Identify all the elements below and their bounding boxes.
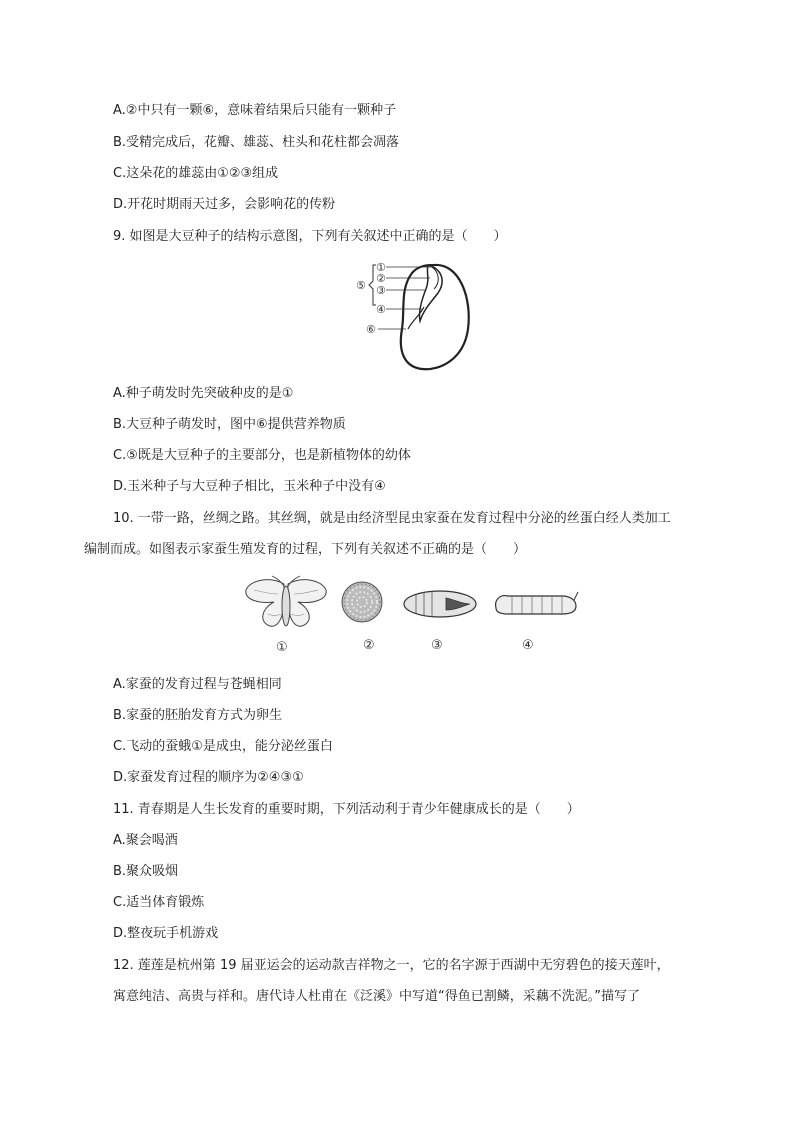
q9-option-d: D.玉米种子与大豆种子相比，玉米种子中没有④: [113, 479, 386, 494]
q8-option-c: C.这朵花的雄蕊由①②③组成: [113, 166, 279, 181]
q11-option-d: D.整夜玩手机游戏: [113, 926, 219, 941]
pupa-image: [404, 591, 476, 617]
seed-label-2: ②: [376, 272, 386, 285]
q10-stem-line1: 10. 一带一路，丝绸之路。其丝绸，就是由经济型昆虫家蚕在发育过程中分泌的丝蛋白经人类加工: [113, 511, 671, 526]
q11-stem: 11. 青春期是人生长发育的重要时期，下列活动利于青少年健康成长的是（ ）: [113, 802, 580, 817]
q12-stem-line2: 寓意纯洁、高贵与祥和。唐代诗人杜甫在《泛溪》中写道“得鱼已割鳞，采藕不洗泥。”描写了: [113, 989, 640, 1004]
stage-label-1: ①: [276, 640, 288, 655]
q10-option-c: C.飞动的蚕蛾①是成虫，能分泌丝蛋白: [113, 739, 333, 754]
q9-stem: 9. 如图是大豆种子的结构示意图，下列有关叙述中正确的是（ ）: [113, 229, 507, 244]
stage-label-3: ③: [431, 638, 443, 653]
q10-option-a: A.家蚕的发育过程与苍蝇相同: [113, 677, 282, 692]
seed-label-3: ③: [376, 284, 386, 297]
seed-label-6: ⑥: [366, 323, 376, 336]
eggs-image: [342, 582, 382, 622]
q10-option-b: B.家蚕的胚胎发育方式为卵生: [113, 708, 283, 723]
q9-option-b: B.大豆种子萌发时，图中⑥提供营养物质: [113, 417, 346, 432]
larva-image: [496, 592, 578, 614]
q11-option-a: A.聚会喝酒: [113, 833, 178, 848]
q10-option-d: D.家蚕发育过程的顺序为②④③①: [113, 770, 304, 785]
q8-option-d: D.开花时期雨天过多，会影响花的传粉: [113, 197, 336, 212]
stage-label-4: ④: [522, 638, 534, 653]
soybean-seed-figure: [352, 259, 477, 374]
seed-label-1: ①: [376, 261, 386, 274]
q9-option-c: C.⑤既是大豆种子的主要部分，也是新植物体的幼体: [113, 448, 411, 463]
q11-option-c: C.适当体育锻炼: [113, 895, 205, 910]
seed-label-4: ④: [376, 303, 386, 316]
q12-stem-line1: 12. 莲莲是杭州第 19 届亚运会的运动款吉祥物之一，它的名字源于西湖中无穷碧色的接天莲叶，: [113, 958, 670, 973]
q11-option-b: B.聚众吸烟: [113, 864, 179, 879]
q8-option-b: B.受精完成后，花瓣、雄蕊、柱头和花柱都会凋落: [113, 135, 400, 150]
q10-stem-line2: 编制而成。如图表示家蚕生殖发育的过程，下列有关叙述不正确的是（ ）: [84, 542, 527, 557]
silkworm-lifecycle-figure: [240, 574, 580, 664]
seed-label-5: ⑤: [356, 279, 366, 292]
moth-image: [246, 576, 326, 626]
q9-option-a: A.种子萌发时先突破种皮的是①: [113, 386, 294, 401]
stage-label-2: ②: [363, 638, 375, 653]
q8-option-a: A.②中只有一颗⑥，意味着结果后只能有一颗种子: [113, 103, 397, 118]
